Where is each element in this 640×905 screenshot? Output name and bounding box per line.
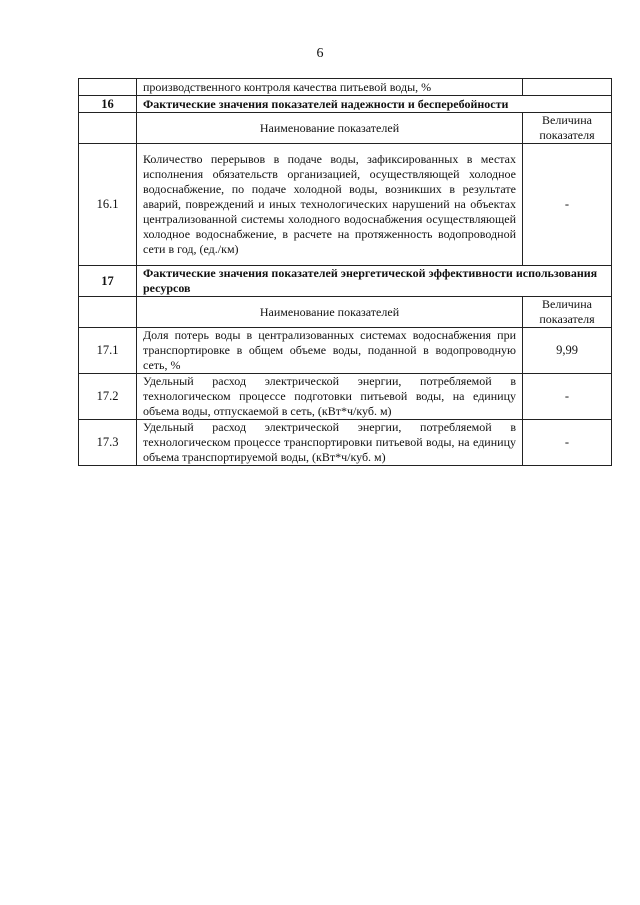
column-header-value-line2: показателя (539, 128, 595, 142)
section-number: 17 (79, 266, 137, 297)
column-header-row (79, 113, 612, 144)
table-row (79, 328, 612, 374)
column-header-value-line1: Величина (542, 113, 592, 127)
row-value: - (523, 144, 612, 266)
column-header-value (523, 297, 612, 328)
continuation-description: производственного контроля качества питьевой воды, % (137, 79, 523, 96)
row-number: 17.3 (79, 420, 137, 466)
row-description: Удельный расход электрической энергии, потребляемой в технологическом процессе подготовки питьевой воды, на единицу объема воды, отпускаемой в сеть, (кВт*ч/куб. м) (137, 374, 523, 420)
column-header-value (523, 113, 612, 144)
table-row (79, 420, 612, 466)
row-value: - (523, 420, 612, 466)
table-row (79, 144, 612, 266)
continuation-number-cell (79, 79, 137, 96)
section-title: Фактические значения показателей надежности и бесперебойности (137, 96, 612, 113)
column-header-value-line2: показателя (539, 312, 595, 326)
continuation-row (79, 79, 612, 96)
section-17-header-row (79, 266, 612, 297)
page-number: 6 (316, 46, 324, 61)
row-number: 17.2 (79, 374, 137, 420)
column-header-number (79, 113, 137, 144)
row-description: Количество перерывов в подаче воды, зафиксированных в местах исполнения обязательств организацией, осуществляющей холодное водоснабжение, по подаче холодной воды, возникших в результате аварий, повреждений и иных технологических нарушений на объектах централизованной системы холодного водоснабжения осуществляющей холодное водоснабжение, в расчете на протяженность водопроводной сети в год, (ед./км) (137, 144, 523, 266)
row-description: Доля потерь воды в централизованных системах водоснабжения при транспортировке в общем объеме воды, поданной в водопроводную сеть, % (137, 328, 523, 374)
row-number: 17.1 (79, 328, 137, 374)
table-row (79, 374, 612, 420)
row-description: Удельный расход электрической энергии, потребляемой в технологическом процессе транспортировки питьевой воды, на единицу объема транспортируемой воды, (кВт*ч/куб. м) (137, 420, 523, 466)
column-header-name: Наименование показателей (137, 113, 523, 144)
continuation-value (523, 79, 612, 96)
row-number: 16.1 (79, 144, 137, 266)
section-title: Фактические значения показателей энергетической эффективности использования ресурсов (137, 266, 612, 297)
column-header-name: Наименование показателей (137, 297, 523, 328)
indicators-table (78, 78, 612, 466)
column-header-number (79, 297, 137, 328)
section-16-header-row (79, 96, 612, 113)
column-header-row (79, 297, 612, 328)
row-value: 9,99 (523, 328, 612, 374)
section-number: 16 (79, 96, 137, 113)
column-header-value-line1: Величина (542, 297, 592, 311)
row-value: - (523, 374, 612, 420)
